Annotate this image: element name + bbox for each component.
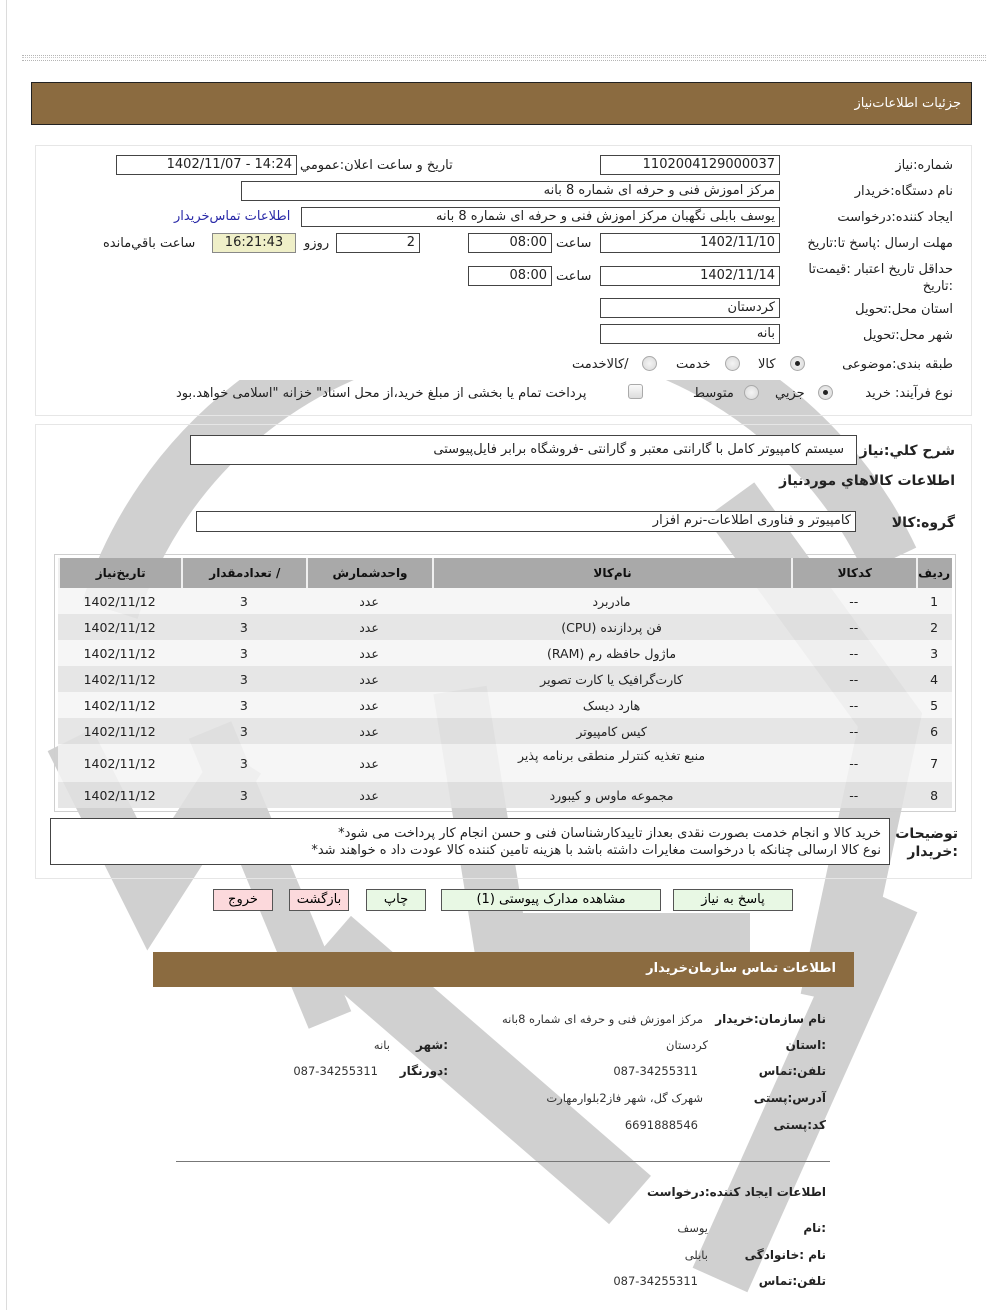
category-label: طبقه بندی:موضوعی <box>842 357 953 372</box>
reply-to-need-button[interactable]: پاسخ به نیاز <box>673 889 793 911</box>
validity-time-field: 08:00 <box>468 266 552 286</box>
cell-date: 1402/11/12 <box>58 640 181 666</box>
announce-label: تاريخ و ساعت اعلان:عمومي <box>300 158 453 173</box>
contact-postal-value: 6691888546 <box>624 1118 698 1132</box>
process-medium-label: متوسط <box>693 386 734 401</box>
cell-name: مجموعه ماوس و کیبورد <box>432 782 792 808</box>
cell-row: 4 <box>916 666 952 692</box>
table-row <box>58 640 952 666</box>
cell-code: -- <box>791 640 916 666</box>
contact-address-value: شهرک گل، شهر فاز2بلوارمهارت <box>546 1091 703 1105</box>
cell-row: 5 <box>916 692 952 718</box>
contact-province-label: :استان <box>785 1038 826 1052</box>
section-divider <box>176 1161 830 1162</box>
process-partial-label: جزيي <box>775 386 805 401</box>
validity-time-label: ساعت <box>556 269 592 284</box>
page-title: جزئيات اطلاعات‌نیاز <box>854 96 961 111</box>
category-goods-service-label: /کالاخدمت <box>572 357 629 372</box>
page-header-bar <box>31 82 972 125</box>
col-code: کدکالا <box>791 558 916 588</box>
cell-qty: 3 <box>181 666 306 692</box>
goods-group-label: گروه:کالا <box>891 515 955 531</box>
cell-code: -- <box>791 614 916 640</box>
table-row <box>58 666 952 692</box>
cell-name: فن پردازنده (CPU) <box>432 614 792 640</box>
province-label: استان محل:تحویل <box>855 302 953 317</box>
buyer-notes-line-1: خرید کالا و انجام خدمت بصورت نقدی بعداز تاییدکارشناسان فنی و حسن انجام کار پرداخت می شود* <box>338 826 881 841</box>
exit-button[interactable]: خروج <box>213 889 273 911</box>
col-unit: واحدشمارش <box>306 558 431 588</box>
goods-group-field: کامپیوتر و فناوری اطلاعات-نرم افزار <box>196 511 856 532</box>
col-row: ردیف <box>916 558 952 588</box>
city-field: بانه <box>600 324 780 344</box>
top-separator <box>22 55 986 61</box>
col-qty: / تعدادمقدار <box>181 558 306 588</box>
table-row <box>58 614 952 640</box>
cell-code: -- <box>791 588 916 614</box>
table-row <box>58 782 952 808</box>
col-date: تاریخ‌نیاز <box>58 558 181 588</box>
category-goods-label: کالا <box>758 357 776 372</box>
cell-qty: 3 <box>181 718 306 744</box>
process-type-label: نوع فرآیند: خرید <box>865 386 953 401</box>
creator-phone-value: 087-34255311 <box>613 1274 698 1288</box>
back-button[interactable]: بازگشت <box>289 889 349 911</box>
process-radio-partial[interactable] <box>818 385 833 400</box>
cell-name: کارت‌گرافیک یا کارت تصویر <box>432 666 792 692</box>
buyer-contact-title: اطلاعات تماس سازمان‌خریدار <box>646 961 836 976</box>
announce-datetime-field: 1402/11/07 - 14:24 <box>116 155 297 175</box>
deadline-time-label: ساعت <box>556 236 592 251</box>
print-button[interactable]: چاپ <box>366 889 426 911</box>
deadline-time-field: 08:00 <box>468 233 552 253</box>
need-number-label: شماره:نیاز <box>895 158 953 173</box>
contact-address-label: آدرس:پستی <box>753 1091 826 1105</box>
cell-unit: عدد <box>306 782 431 808</box>
treasury-checkbox[interactable] <box>628 384 643 399</box>
cell-date: 1402/11/12 <box>58 666 181 692</box>
cell-name: کیس کامپیوتر <box>432 718 792 744</box>
time-remaining-timer: 16:21:43 <box>212 233 296 253</box>
cell-qty: 3 <box>181 692 306 718</box>
buyer-notes-line-2: نوع کالا ارسالی چنانکه با درخواست مغایرات داشته باشد با هزینه تامین کننده کالا عودت داد ه خواهند شد* <box>311 843 881 858</box>
cell-date: 1402/11/12 <box>58 614 181 640</box>
creator-family-label: نام :خانوادگی <box>744 1248 826 1262</box>
creator-info-title: اطلاعات ایجاد کننده:درخواست <box>646 1185 826 1199</box>
buyer-contact-header <box>153 952 854 987</box>
cell-date: 1402/11/12 <box>58 588 181 614</box>
validity-label: حداقل تاریخ اعتبار :قیمت‌تا :تاریخ <box>808 262 953 294</box>
page-left-rule <box>6 0 7 1310</box>
category-radio-goods[interactable] <box>790 356 805 371</box>
category-radio-service[interactable] <box>725 356 740 371</box>
city-label: شهر محل:تحویل <box>863 328 953 343</box>
treasury-checkbox-label: پرداخت تمام یا بخشی از مبلغ خرید،از محل اسناد" خزانه "اسلامی خواهد.بود <box>176 386 587 401</box>
cell-unit: عدد <box>306 718 431 744</box>
table-row <box>58 692 952 718</box>
creator-field: یوسف بابلی نگهبان مرکز اموزش فنی و حرفه ای شماره 8 بانه <box>301 207 780 227</box>
need-number-field: 1102004129000037 <box>600 155 780 175</box>
cell-row: 3 <box>916 640 952 666</box>
cell-name: ماژول حافظه رم (RAM) <box>432 640 792 666</box>
deadline-date-field: 1402/11/10 <box>600 233 780 253</box>
cell-name: مادربرد <box>432 588 792 614</box>
creator-name-value: یوسف <box>677 1221 708 1235</box>
table-row <box>58 744 952 782</box>
days-remaining-field: 2 <box>336 233 420 253</box>
deadline-label: مهلت ارسال :پاسخ تا:تاریخ <box>807 236 953 251</box>
cell-unit: عدد <box>306 614 431 640</box>
contact-org-label: نام سازمان:خریدار <box>715 1012 826 1026</box>
cell-qty: 3 <box>181 614 306 640</box>
table-row <box>58 718 952 744</box>
cell-row: 8 <box>916 782 952 808</box>
cell-code: -- <box>791 744 916 782</box>
items-table-header <box>58 558 952 588</box>
cell-date: 1402/11/12 <box>58 782 181 808</box>
cell-row: 6 <box>916 718 952 744</box>
cell-unit: عدد <box>306 744 431 782</box>
cell-code: -- <box>791 692 916 718</box>
items-table <box>54 554 956 812</box>
description-field: سیستم کامپیوتر کامل با گارانتی معتبر و گارانتی -فروشگاه برابر فایل‌پیوستی <box>190 435 857 465</box>
cell-code: -- <box>791 782 916 808</box>
cell-name: منبع تغذیه کنترلر منطقی برنامه پذیر <box>432 744 792 782</box>
view-attachments-button[interactable]: مشاهده مدارک پیوستی (1) <box>441 889 661 911</box>
days-label: روزو <box>304 236 330 251</box>
province-field: کردستان <box>600 298 780 318</box>
process-radio-medium[interactable] <box>744 385 759 400</box>
contact-phone-label: تلفن:تماس <box>758 1064 826 1078</box>
cell-qty: 3 <box>181 782 306 808</box>
cell-row: 2 <box>916 614 952 640</box>
goods-info-title: اطلاعات کالاهاي موردنیاز <box>779 473 955 489</box>
contact-postal-label: کد:پستی <box>773 1118 826 1132</box>
buyer-notes-label: توضیحات :خریدار <box>895 826 958 860</box>
contact-fax-value: 087-34255311 <box>293 1064 378 1078</box>
buyer-org-label: نام دستگاه:خریدار <box>854 184 953 199</box>
contact-phone-value: 087-34255311 <box>613 1064 698 1078</box>
category-radio-goods-service[interactable] <box>642 356 657 371</box>
cell-unit: عدد <box>306 640 431 666</box>
contact-fax-label: :دورنگار <box>399 1064 448 1078</box>
description-label: شرح کلي:نیاز <box>859 443 955 459</box>
buyer-notes-box <box>50 818 890 865</box>
cell-code: -- <box>791 666 916 692</box>
cell-row: 7 <box>916 744 952 782</box>
contact-city-value: بانه <box>373 1038 390 1052</box>
cell-unit: عدد <box>306 666 431 692</box>
cell-qty: 3 <box>181 588 306 614</box>
cell-row: 1 <box>916 588 952 614</box>
cell-date: 1402/11/12 <box>58 744 181 782</box>
cell-unit: عدد <box>306 588 431 614</box>
cell-date: 1402/11/12 <box>58 718 181 744</box>
cell-name: هارد دیسک <box>432 692 792 718</box>
category-service-label: خدمت <box>676 357 711 372</box>
cell-date: 1402/11/12 <box>58 692 181 718</box>
validity-date-field: 1402/11/14 <box>600 266 780 286</box>
buyer-org-field: مرکز اموزش فنی و حرفه ای شماره 8 بانه <box>241 181 780 201</box>
contact-city-label: :شهر <box>416 1038 448 1052</box>
creator-family-value: بابلی <box>684 1248 708 1262</box>
cell-code: -- <box>791 718 916 744</box>
creator-phone-label: تلفن:تماس <box>758 1274 826 1288</box>
contact-org-value: مرکز اموزش فنی و حرفه ای شماره 8بانه <box>502 1012 703 1026</box>
cell-qty: 3 <box>181 640 306 666</box>
col-name: نام‌کالا <box>432 558 792 588</box>
creator-name-label: :نام <box>803 1221 826 1235</box>
contact-province-value: کردستان <box>666 1038 708 1052</box>
buyer-contact-link[interactable]: اطلاعات تماس‌خریدار <box>174 209 291 224</box>
time-remaining-label: ساعت باقي‌مانده <box>103 236 196 251</box>
cell-unit: عدد <box>306 692 431 718</box>
table-row <box>58 588 952 614</box>
creator-label: ایجاد کننده:درخواست <box>837 210 953 225</box>
cell-qty: 3 <box>181 744 306 782</box>
